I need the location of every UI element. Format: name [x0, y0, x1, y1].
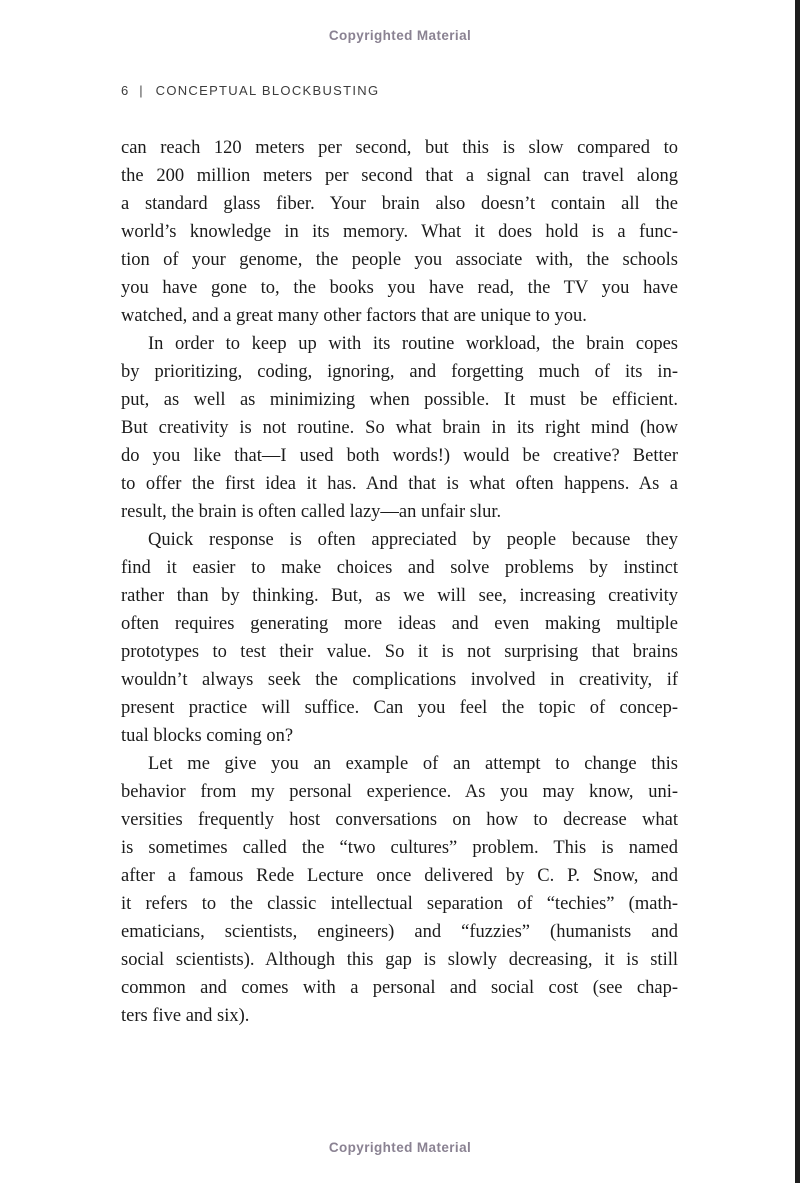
text-line: wouldn’t always seek the complications involved in creativity, if	[121, 670, 678, 690]
copyright-watermark-top: Copyrighted Material	[328, 28, 472, 43]
text-line: versities frequently host conversations on how to decrease what	[121, 810, 678, 830]
copyright-watermark-bottom: Copyrighted Material	[328, 1140, 472, 1155]
text-line: prototypes to test their value. So it is not surprising that brains	[121, 642, 678, 662]
text-line: is sometimes called the “two cultures” problem. This is named	[121, 838, 678, 858]
text-line: to offer the first idea it has. And that is what often happens. As a	[121, 474, 678, 494]
text-line: can reach 120 meters per second, but this is slow compared to	[121, 138, 678, 158]
text-line: find it easier to make choices and solve problems by instinct	[121, 558, 678, 578]
text-line: result, the brain is often called lazy—an unfair slur.	[121, 502, 502, 522]
body-paragraph	[121, 750, 678, 1030]
text-line: put, as well as minimizing when possible. It must be efficient.	[121, 390, 678, 410]
running-title: CONCEPTUAL BLOCKBUSTING	[155, 83, 380, 98]
text-line: ematicians, scientists, engineers) and “fuzzies” (humanists and	[121, 922, 678, 942]
text-line: watched, and a great many other factors that are unique to you.	[121, 306, 587, 326]
text-line: Quick response is often appreciated by people because they	[148, 530, 678, 550]
text-line: common and comes with a personal and social cost (see chap-	[121, 978, 678, 998]
text-line: social scientists). Although this gap is slowly decreasing, it is still	[121, 950, 678, 970]
page-scan-edge	[795, 0, 800, 1183]
text-line: by prioritizing, coding, ignoring, and forgetting much of its in-	[121, 362, 678, 382]
text-line: the 200 million meters per second that a signal can travel along	[121, 166, 678, 186]
text-line: after a famous Rede Lecture once delivered by C. P. Snow, and	[121, 866, 678, 886]
text-line: often requires generating more ideas and even making multiple	[121, 614, 678, 634]
text-line: behavior from my personal experience. As you may know, uni-	[121, 782, 678, 802]
body-paragraph	[121, 134, 678, 330]
text-line: a standard glass fiber. Your brain also doesn’t contain all the	[121, 194, 678, 214]
text-line: rather than by thinking. But, as we will see, increasing creativity	[121, 586, 678, 606]
text-line: tion of your genome, the people you associate with, the schools	[121, 250, 678, 270]
text-line: you have gone to, the books you have read, the TV you have	[121, 278, 678, 298]
text-line: present practice will suffice. Can you feel the topic of concep-	[121, 698, 678, 718]
text-line: ters five and six).	[121, 1006, 250, 1026]
body-text	[121, 134, 678, 1030]
body-paragraph	[121, 526, 678, 750]
body-paragraph	[121, 330, 678, 526]
text-line: it refers to the classic intellectual separation of “techies” (math-	[121, 894, 678, 914]
text-line: But creativity is not routine. So what brain in its right mind (how	[121, 418, 678, 438]
text-line: In order to keep up with its routine workload, the brain copes	[148, 334, 678, 354]
header-separator: |	[139, 83, 143, 98]
text-line: Let me give you an example of an attempt to change this	[148, 754, 678, 774]
text-line: world’s knowledge in its memory. What it does hold is a func-	[121, 222, 678, 242]
running-header	[121, 83, 379, 98]
text-line: do you like that—I used both words!) would be creative? Better	[121, 446, 678, 466]
text-line: tual blocks coming on?	[121, 726, 294, 746]
page-number: 6	[121, 83, 129, 98]
